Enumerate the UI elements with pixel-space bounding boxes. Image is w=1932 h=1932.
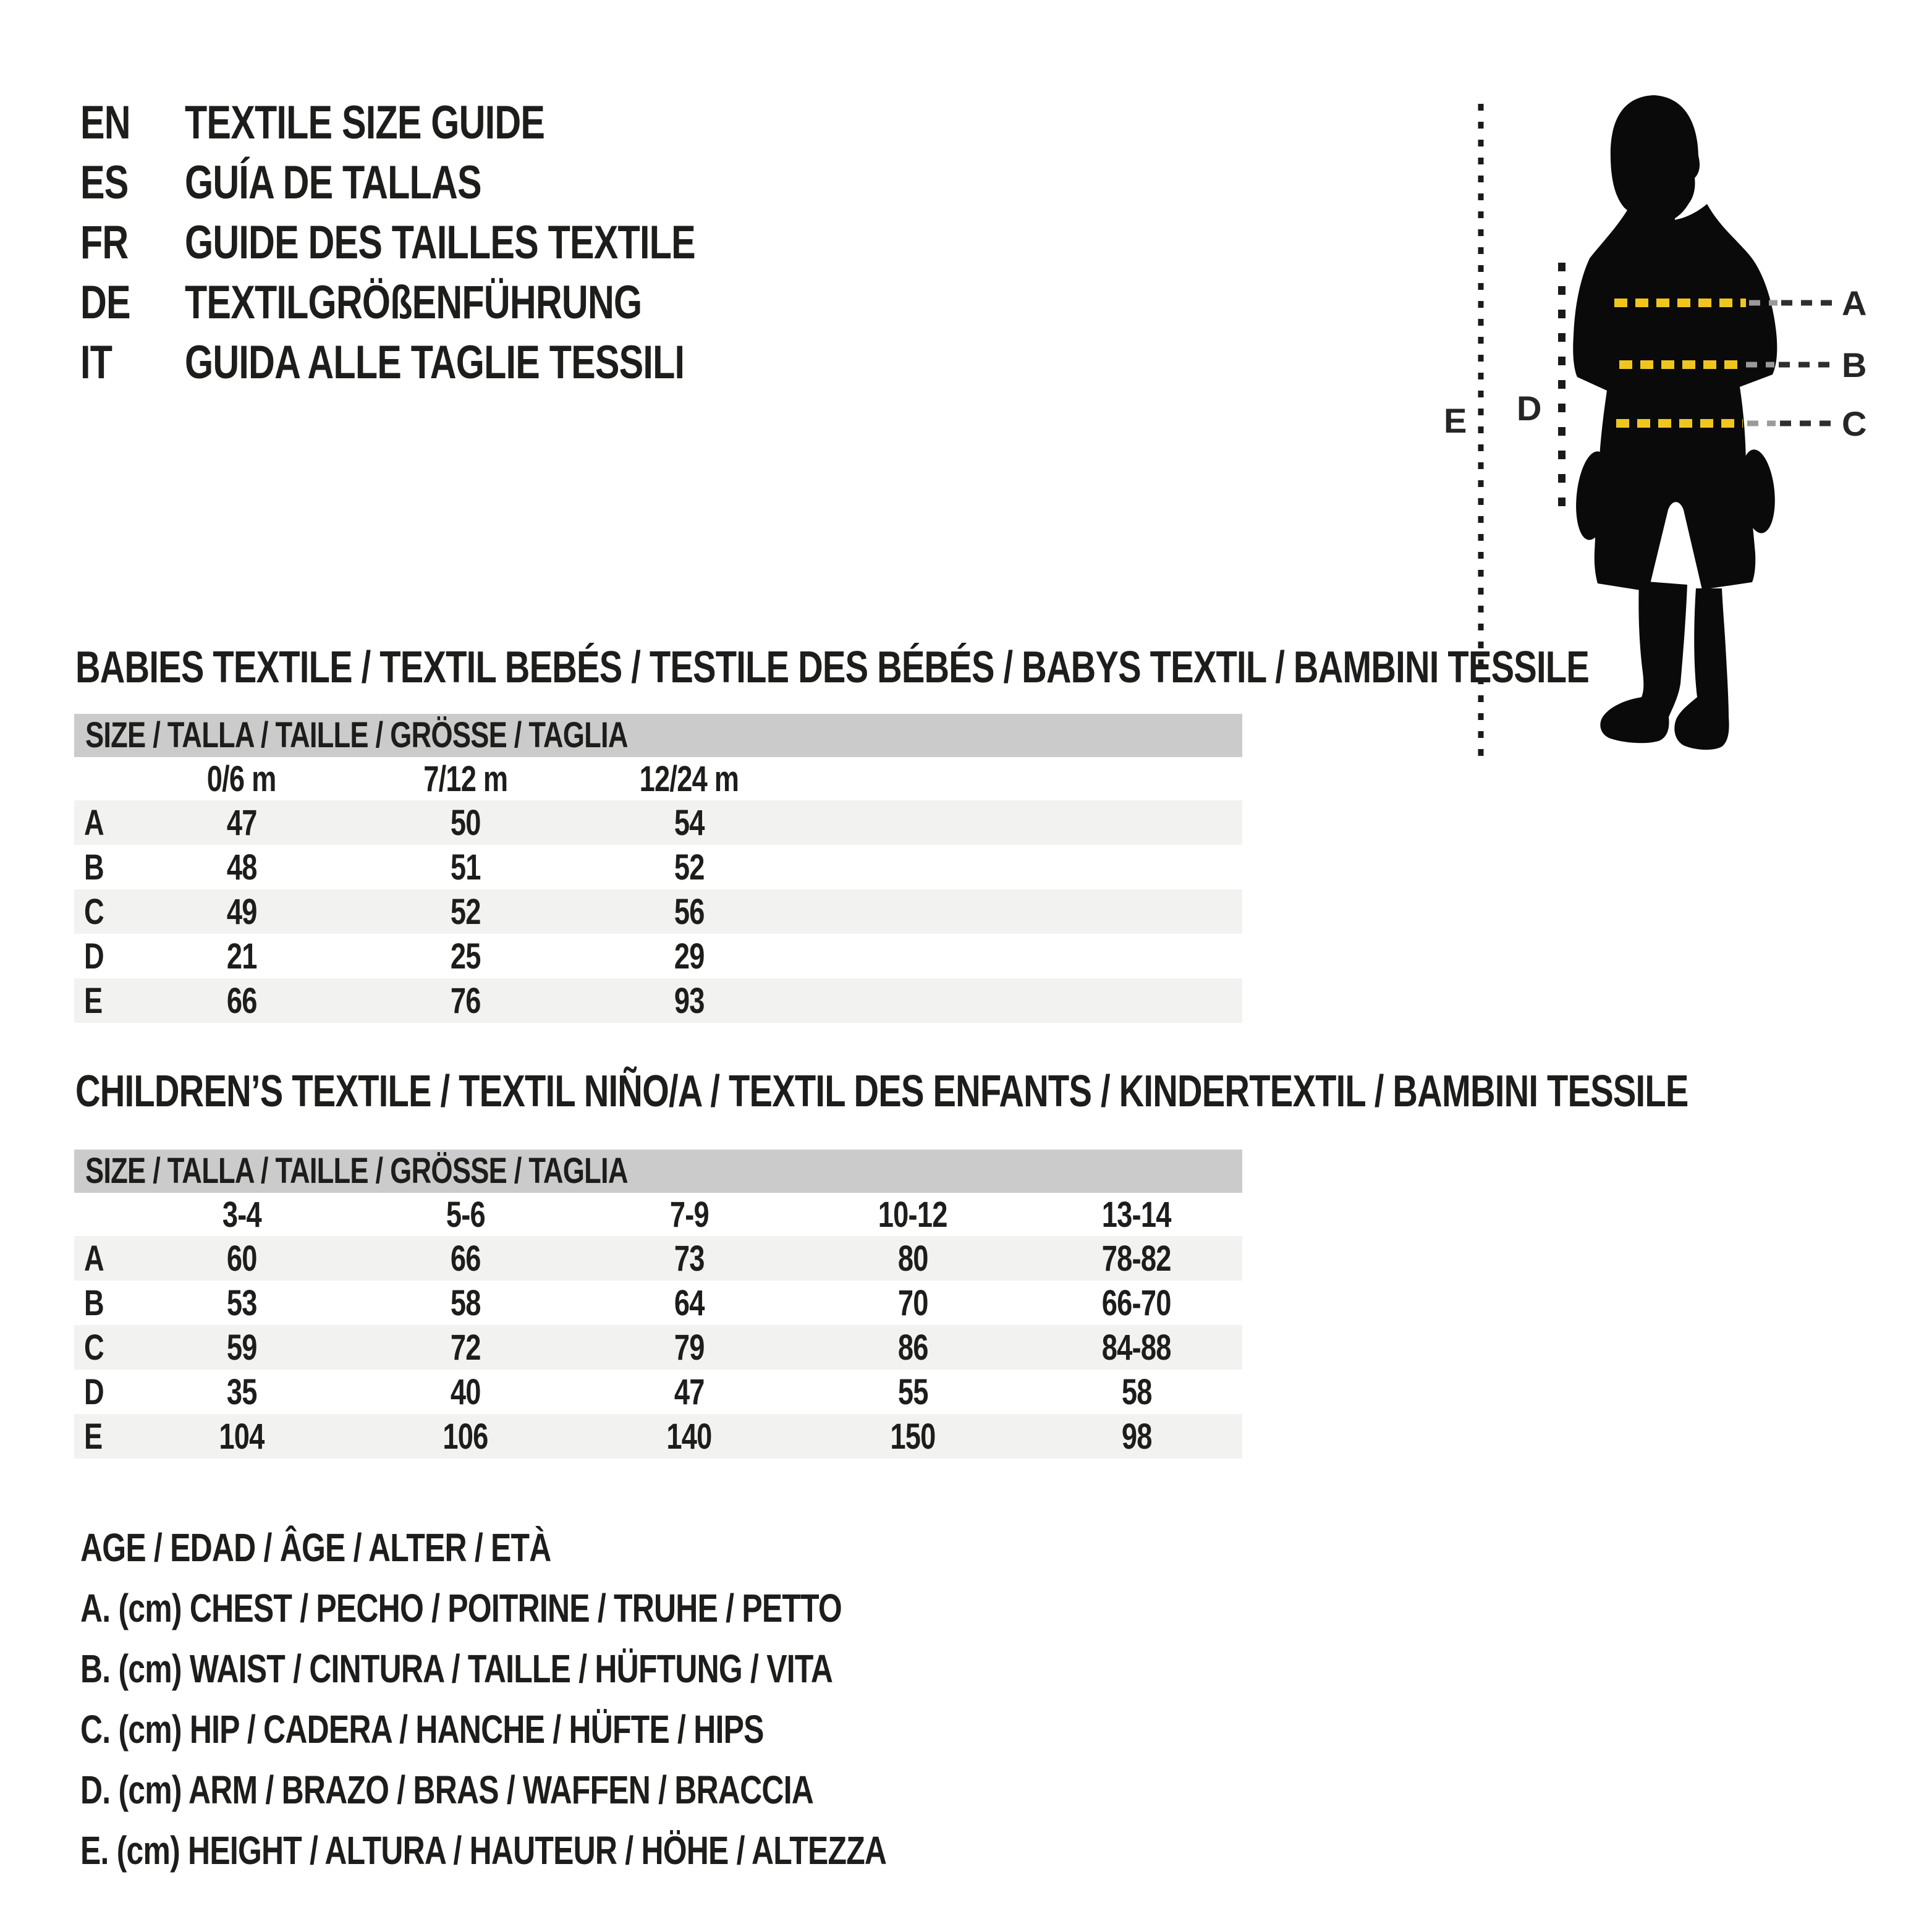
cell-value: 59 xyxy=(226,1327,257,1368)
cell-value: 50 xyxy=(450,802,481,843)
cell-value: 104 xyxy=(219,1416,265,1457)
measurement-legend xyxy=(80,1517,1114,1881)
row-label: E xyxy=(84,980,103,1021)
lang-code-fr: FR xyxy=(80,216,129,269)
row-label: C xyxy=(84,1327,104,1368)
cell-value: 72 xyxy=(450,1327,481,1368)
children-col-10-12: 10-12 xyxy=(878,1194,947,1235)
cell-value: 66-70 xyxy=(1102,1282,1171,1323)
row-label: D xyxy=(84,1371,104,1412)
legend-height: E. (cm) HEIGHT / ALTURA / HAUTEUR / HÖHE / ALTEZZA xyxy=(80,1828,887,1873)
table-row xyxy=(74,800,1242,845)
children-size-table xyxy=(74,1150,1242,1459)
cell-value: 70 xyxy=(897,1282,928,1323)
lang-code-en: EN xyxy=(80,96,130,149)
children-col-13-14: 13-14 xyxy=(1102,1194,1171,1235)
cell-value: 64 xyxy=(674,1282,705,1323)
silhouette-shorts xyxy=(1595,467,1756,591)
table-row xyxy=(74,1325,1242,1370)
table-row xyxy=(74,978,1242,1023)
label-e: E xyxy=(1444,401,1467,440)
legend-chest: A. (cm) CHEST / PECHO / POITRINE / TRUHE / PETTO xyxy=(80,1586,842,1630)
row-label: A xyxy=(84,1238,104,1279)
cell-value: 47 xyxy=(226,802,257,843)
cell-value: 47 xyxy=(674,1371,705,1412)
legend-arm: D. (cm) ARM / BRAZO / BRAS / WAFFEN / BRACCIA xyxy=(80,1768,814,1812)
cell-value: 49 xyxy=(226,891,257,932)
lang-code-de: DE xyxy=(80,276,130,329)
cell-value: 84-88 xyxy=(1102,1327,1171,1368)
guide-title-it: GUIDA ALLE TAGLIE TESSILI xyxy=(185,336,685,389)
cell-value: 73 xyxy=(674,1238,705,1279)
cell-value: 150 xyxy=(890,1416,936,1457)
children-col-5-6: 5-6 xyxy=(446,1194,485,1235)
children-size-header-bar: SIZE / TALLA / TAILLE / GRÖSSE / TAGLIA xyxy=(74,1150,1242,1193)
lang-row-es xyxy=(80,153,839,213)
row-label: C xyxy=(84,891,104,932)
legend-hip: C. (cm) HIP / CADERA / HANCHE / HÜFTE / HIPS xyxy=(80,1707,764,1752)
label-b: B xyxy=(1842,345,1867,384)
guide-title-en: TEXTILE SIZE GUIDE xyxy=(185,96,545,149)
cell-value: 66 xyxy=(450,1238,481,1279)
cell-value: 40 xyxy=(450,1371,481,1412)
cell-value: 29 xyxy=(674,936,705,977)
cell-value: 76 xyxy=(450,980,481,1021)
table-row xyxy=(74,1281,1242,1325)
cell-value: 21 xyxy=(226,936,257,977)
cell-value: 86 xyxy=(897,1327,928,1368)
lang-row-fr xyxy=(80,213,839,273)
table-row xyxy=(74,845,1242,889)
row-label: E xyxy=(84,1416,103,1457)
legend-waist: B. (cm) WAIST / CINTURA / TAILLE / HÜFTUNG / VITA xyxy=(80,1646,833,1691)
table-row xyxy=(74,889,1242,934)
cell-value: 78-82 xyxy=(1102,1238,1171,1279)
cell-value: 55 xyxy=(897,1371,928,1412)
babies-col-0-6m: 0/6 m xyxy=(207,758,276,799)
children-section-title: CHILDREN’S TEXTILE / TEXTIL NIÑO/A / TEXTIL DES ENFANTS / KINDERTEXTIL / BAMBINI TESSILE xyxy=(75,1067,1688,1116)
cell-value: 25 xyxy=(450,936,481,977)
cell-value: 66 xyxy=(226,980,257,1021)
lang-row-it xyxy=(80,333,839,392)
cell-value: 60 xyxy=(226,1238,257,1279)
lang-code-it: IT xyxy=(80,336,112,389)
cell-value: 79 xyxy=(674,1327,705,1368)
cell-value: 106 xyxy=(443,1416,488,1457)
label-d: D xyxy=(1517,389,1542,428)
cell-value: 53 xyxy=(226,1282,257,1323)
cell-value: 80 xyxy=(897,1238,928,1279)
table-row xyxy=(74,934,1242,978)
table-row xyxy=(74,1414,1242,1459)
row-label: B xyxy=(84,847,104,888)
cell-value: 140 xyxy=(666,1416,712,1457)
row-label: A xyxy=(84,802,104,843)
row-label: B xyxy=(84,1282,104,1323)
table-row xyxy=(74,1236,1242,1281)
cell-value: 58 xyxy=(450,1282,481,1323)
babies-col-7-12m: 7/12 m xyxy=(423,758,508,799)
silhouette-shirt xyxy=(1573,201,1777,471)
lang-row-en xyxy=(80,93,839,153)
row-label: D xyxy=(84,936,104,977)
guide-title-es: GUÍA DE TALLAS xyxy=(185,156,481,209)
cell-value: 54 xyxy=(674,802,705,843)
children-col-3-4: 3-4 xyxy=(222,1194,261,1235)
cell-value: 56 xyxy=(674,891,705,932)
guide-title-fr: GUIDE DES TAILLES TEXTILE xyxy=(185,216,695,269)
lang-row-de xyxy=(80,273,839,333)
language-title-block xyxy=(80,93,839,392)
cell-value: 52 xyxy=(674,847,705,888)
cell-value: 51 xyxy=(450,847,481,888)
table-row xyxy=(74,1370,1242,1414)
babies-col-12-24m: 12/24 m xyxy=(639,758,739,799)
children-col-7-9: 7-9 xyxy=(669,1194,709,1235)
cell-value: 48 xyxy=(226,847,257,888)
babies-column-header-row xyxy=(74,757,1242,800)
label-a: A xyxy=(1842,284,1867,323)
label-c: C xyxy=(1842,404,1867,443)
guide-title-de: TEXTILGRÖßENFÜHRUNG xyxy=(185,276,642,329)
babies-section-title: BABIES TEXTILE / TEXTIL BEBÉS / TESTILE DES BÉBÉS / BABYS TEXTIL / BAMBINI TESSILE xyxy=(75,643,1590,692)
lang-code-es: ES xyxy=(80,156,129,209)
children-column-header-row xyxy=(74,1193,1242,1236)
cell-value: 52 xyxy=(450,891,481,932)
cell-value: 93 xyxy=(674,980,705,1021)
babies-size-header-bar: SIZE / TALLA / TAILLE / GRÖSSE / TAGLIA xyxy=(74,714,1242,757)
cell-value: 98 xyxy=(1121,1416,1152,1457)
babies-size-table xyxy=(74,714,1242,1023)
legend-age: AGE / EDAD / ÂGE / ALTER / ETÀ xyxy=(80,1525,551,1570)
cell-value: 58 xyxy=(1121,1371,1152,1412)
cell-value: 35 xyxy=(226,1371,257,1412)
